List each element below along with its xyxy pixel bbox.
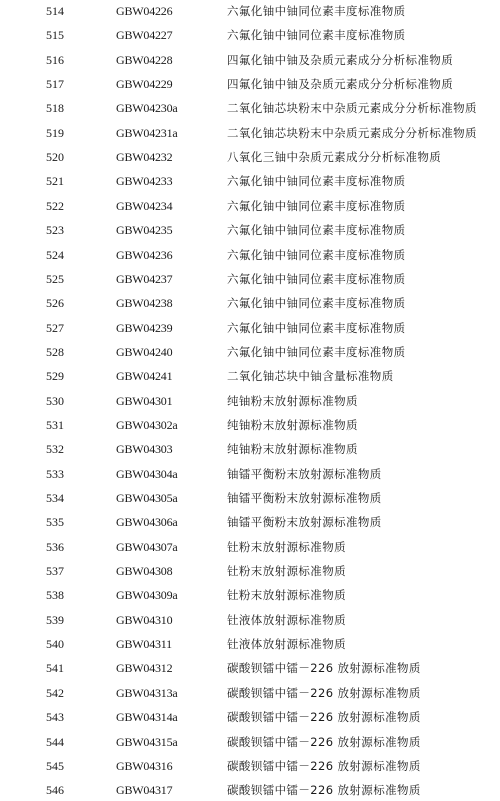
row-number: 519 — [46, 125, 64, 140]
material-name: 钍液体放射源标准物质 — [227, 637, 346, 652]
row-number: 517 — [46, 77, 64, 92]
table-row — [0, 390, 500, 412]
row-number: 526 — [46, 296, 64, 311]
material-name: 碳酸钡镭中镭－226 放射源标准物质 — [227, 734, 421, 749]
material-code: GBW04239 — [116, 320, 173, 335]
row-number: 544 — [46, 734, 64, 749]
row-number: 536 — [46, 539, 64, 554]
material-name: 碳酸钡镭中镭－226 放射源标准物质 — [227, 685, 421, 700]
row-number: 521 — [46, 174, 64, 189]
material-name: 碳酸钡镭中镭－226 放射源标准物质 — [227, 710, 421, 725]
material-name: 铀镭平衡粉末放射源标准物质 — [227, 466, 382, 481]
material-code: GBW04228 — [116, 52, 173, 67]
row-number: 532 — [46, 442, 64, 457]
material-name: 钍粉末放射源标准物质 — [227, 564, 346, 579]
material-name: 碳酸钡镭中镭－226 放射源标准物质 — [227, 783, 421, 798]
material-code: GBW04304a — [116, 466, 178, 481]
material-name: 六氟化铀中铀同位素丰度标准物质 — [227, 296, 406, 311]
row-number: 538 — [46, 588, 64, 603]
material-code: GBW04241 — [116, 369, 173, 384]
table-row — [0, 170, 500, 192]
table-row — [0, 560, 500, 582]
material-code: GBW04308 — [116, 564, 173, 579]
material-code: GBW04305a — [116, 491, 178, 505]
material-name: 纯铀粉末放射源标准物质 — [227, 417, 358, 432]
table-row — [0, 195, 500, 217]
table-row — [0, 122, 500, 144]
table-row — [0, 657, 500, 679]
row-number: 522 — [46, 198, 64, 213]
row-number: 525 — [46, 271, 64, 286]
material-code: GBW04314a — [116, 710, 178, 725]
table-row — [0, 219, 500, 241]
material-code: GBW04315a — [116, 734, 178, 749]
material-code: GBW04236 — [116, 247, 173, 262]
row-number: 523 — [46, 223, 64, 238]
material-name: 六氟化铀中铀同位素丰度标准物质 — [227, 4, 406, 18]
material-name: 碳酸钡镭中镭－226 放射源标准物质 — [227, 661, 421, 676]
material-code: GBW04229 — [116, 77, 173, 92]
material-code: GBW04232 — [116, 150, 173, 165]
table-row — [0, 633, 500, 655]
material-name: 纯铀粉末放射源标准物质 — [227, 393, 358, 408]
material-name: 铀镭平衡粉末放射源标准物质 — [227, 491, 382, 505]
row-number: 533 — [46, 466, 64, 481]
row-number: 537 — [46, 564, 64, 579]
row-number: 520 — [46, 150, 64, 165]
table-row — [0, 244, 500, 266]
material-code: GBW04233 — [116, 174, 173, 189]
material-code: GBW04312 — [116, 661, 173, 676]
table-row — [0, 414, 500, 436]
material-name: 六氟化铀中铀同位素丰度标准物质 — [227, 320, 406, 335]
table-row — [0, 292, 500, 314]
row-number: 518 — [46, 101, 64, 116]
row-number: 541 — [46, 661, 64, 676]
table-row — [0, 755, 500, 777]
material-code: GBW04306a — [116, 515, 178, 530]
material-name: 六氟化铀中铀同位素丰度标准物质 — [227, 223, 406, 238]
row-number: 514 — [46, 4, 64, 18]
table-row — [0, 317, 500, 339]
material-name: 六氟化铀中铀同位素丰度标准物质 — [227, 344, 406, 359]
row-number: 515 — [46, 28, 64, 43]
material-code: GBW04313a — [116, 685, 178, 700]
table-row — [0, 341, 500, 363]
material-name: 六氟化铀中铀同位素丰度标准物质 — [227, 247, 406, 262]
material-name: 纯铀粉末放射源标准物质 — [227, 442, 358, 457]
row-number: 528 — [46, 344, 64, 359]
row-number: 545 — [46, 758, 64, 773]
table-row — [0, 609, 500, 631]
table-row — [0, 73, 500, 95]
table-row — [0, 438, 500, 460]
material-name: 铀镭平衡粉末放射源标准物质 — [227, 515, 382, 530]
material-code: GBW04316 — [116, 758, 173, 773]
material-code: GBW04309a — [116, 588, 178, 603]
table-row — [0, 49, 500, 71]
table-row — [0, 24, 500, 46]
row-number: 516 — [46, 52, 64, 67]
row-number: 534 — [46, 491, 64, 505]
table-row — [0, 511, 500, 533]
table-row — [0, 268, 500, 290]
material-code: GBW04301 — [116, 393, 173, 408]
row-number: 529 — [46, 369, 64, 384]
row-number: 546 — [46, 783, 64, 798]
row-number: 539 — [46, 612, 64, 627]
row-number: 540 — [46, 637, 64, 652]
material-name: 六氟化铀中铀同位素丰度标准物质 — [227, 198, 406, 213]
material-code: GBW04227 — [116, 28, 173, 43]
material-code: GBW04238 — [116, 296, 173, 311]
table-row — [0, 706, 500, 728]
row-number: 535 — [46, 515, 64, 530]
material-code: GBW04307a — [116, 539, 178, 554]
table-row — [0, 97, 500, 119]
material-name: 钍粉末放射源标准物质 — [227, 588, 346, 603]
material-name: 六氟化铀中铀同位素丰度标准物质 — [227, 174, 406, 189]
material-name: 四氟化铀中铀及杂质元素成分分析标准物质 — [227, 52, 454, 67]
table-row — [0, 365, 500, 387]
material-code: GBW04237 — [116, 271, 173, 286]
material-code: GBW04240 — [116, 344, 173, 359]
material-name: 二氧化铀芯块粉末中杂质元素成分分析标准物质 — [227, 125, 477, 140]
table-row — [0, 463, 500, 485]
table-row — [0, 146, 500, 168]
row-number: 543 — [46, 710, 64, 725]
table-row — [0, 682, 500, 704]
row-number: 527 — [46, 320, 64, 335]
material-code: GBW04226 — [116, 4, 173, 18]
material-code: GBW04311 — [116, 637, 172, 652]
material-code: GBW04234 — [116, 198, 173, 213]
table-row — [0, 0, 500, 22]
material-name: 四氟化铀中铀及杂质元素成分分析标准物质 — [227, 77, 454, 92]
material-name: 钍液体放射源标准物质 — [227, 612, 346, 627]
material-name: 二氧化铀芯块中铀含量标准物质 — [227, 369, 394, 384]
material-code: GBW04317 — [116, 783, 173, 798]
table-row — [0, 731, 500, 753]
material-code: GBW04231a — [116, 125, 178, 140]
material-name: 六氟化铀中铀同位素丰度标准物质 — [227, 271, 406, 286]
material-code: GBW04235 — [116, 223, 173, 238]
row-number: 542 — [46, 685, 64, 700]
material-name: 八氧化三铀中杂质元素成分分析标准物质 — [227, 150, 442, 165]
table-row — [0, 487, 500, 509]
table-row — [0, 584, 500, 606]
material-name: 碳酸钡镭中镭－226 放射源标准物质 — [227, 758, 421, 773]
material-code: GBW04302a — [116, 417, 178, 432]
table-row — [0, 536, 500, 558]
material-code: GBW04303 — [116, 442, 173, 457]
material-name: 六氟化铀中铀同位素丰度标准物质 — [227, 28, 406, 43]
material-name: 钍粉末放射源标准物质 — [227, 539, 346, 554]
material-code: GBW04230a — [116, 101, 178, 116]
row-number: 530 — [46, 393, 64, 408]
row-number: 531 — [46, 417, 64, 432]
material-name: 二氧化铀芯块粉末中杂质元素成分分析标准物质 — [227, 101, 477, 116]
material-code: GBW04310 — [116, 612, 173, 627]
row-number: 524 — [46, 247, 64, 262]
